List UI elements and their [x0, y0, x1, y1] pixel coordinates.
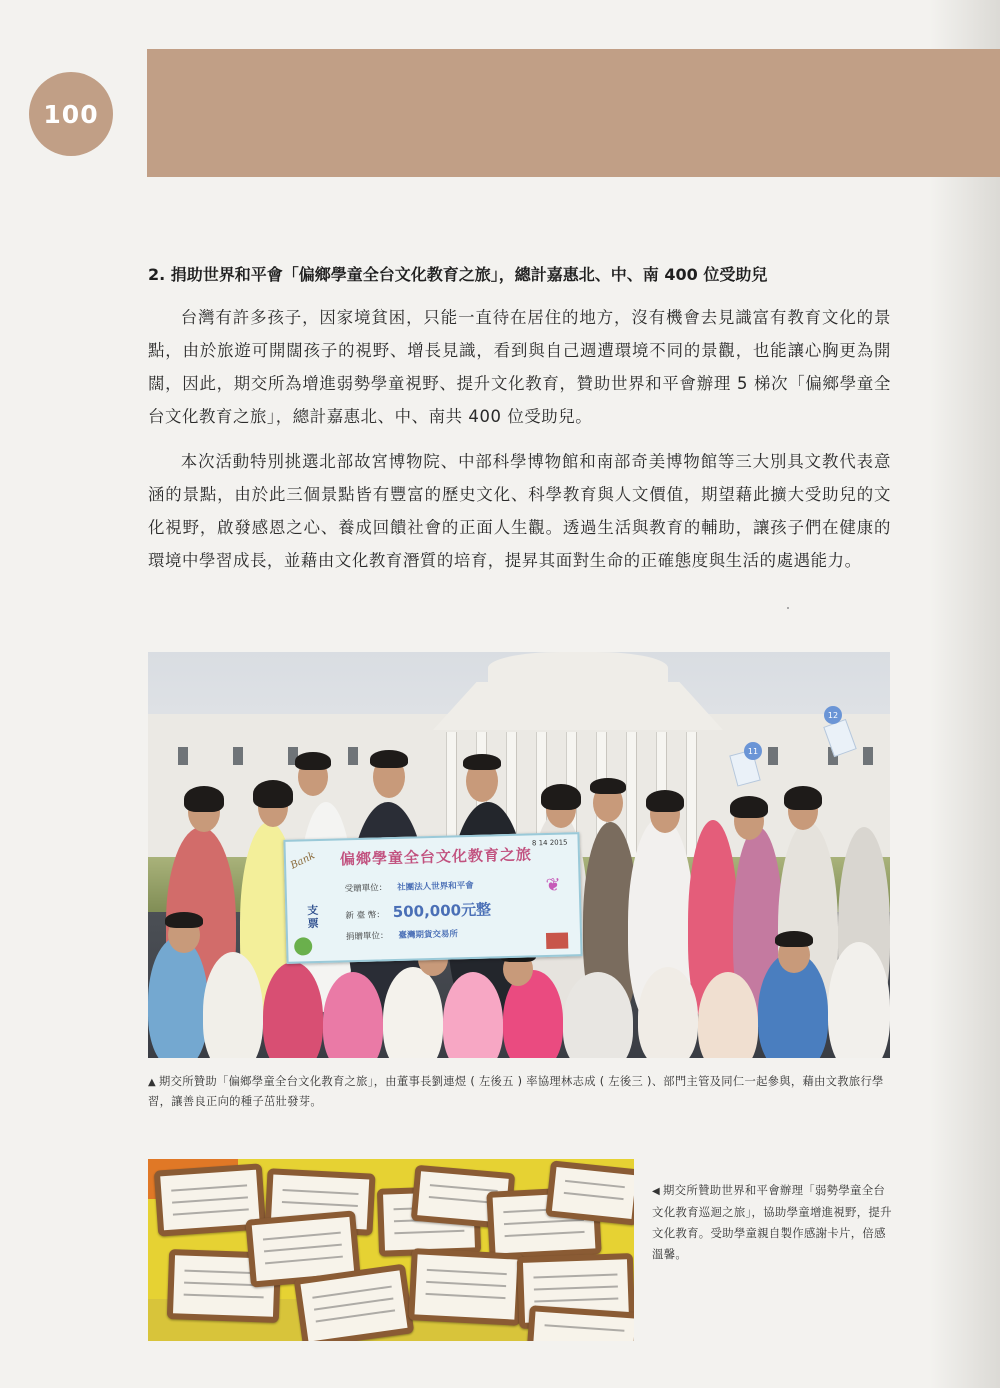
butterfly-icon: ❦ [545, 874, 561, 897]
cheque-donor-row [346, 927, 458, 942]
hair [775, 931, 813, 947]
window [178, 747, 188, 765]
donation-cheque [283, 832, 582, 964]
house-icon [546, 932, 568, 949]
speck [787, 607, 789, 609]
flag-number: 11 [744, 742, 762, 760]
thank-you-cards-photo [148, 1159, 634, 1341]
page-number-badge [29, 72, 113, 156]
triangle-left-icon: ◀ [652, 1186, 660, 1197]
group-photo [148, 652, 890, 1058]
cheque-amount: 500,000元整 [392, 900, 492, 922]
cheque-bank-label: Bank [288, 850, 317, 872]
cheque-recipient-label: 受贈單位： [344, 883, 388, 895]
section-heading: 2. 捐助世界和平會「偏鄉學童全台文化教育之旅」，總計嘉惠北、中、南 400 位受助兒 [148, 265, 768, 284]
cheque-title: 偏鄉學童全台文化教育之旅 [339, 845, 533, 869]
museum-dome [488, 652, 668, 692]
cheque-donor-label: 捐贈單位： [345, 931, 389, 943]
body-paragraph-2: 本次活動特別挑選北部故宮博物院、中部科學博物館和南部奇美博物館等三大別具文教代表意涵的景點，由於此三個景點皆有豐富的歷史文化、科學教育與人文價值，期望藉此擴大受助兒的文化視野，啟發感恩之心、養成回饋社會的正面人生觀。透過生活與教育的輔助，讓孩子們在健康的環境中學習成長，並藉由文化教育潛質的培育，提昇其面對生命的正確態度與生活的處遇能力。 [148, 452, 891, 570]
cheque-recipient-row [345, 879, 474, 894]
triangle-up-icon: ▲ [148, 1077, 156, 1088]
window [348, 747, 358, 765]
hair [253, 780, 293, 808]
cheque-kind-label: 支票 [307, 904, 319, 931]
tree-icon [294, 937, 312, 955]
child [148, 937, 208, 1058]
hair [184, 786, 224, 812]
hair [784, 786, 822, 810]
cheque-recipient: 社團法人世界和平會 [397, 880, 474, 893]
hair [463, 754, 501, 770]
photo-caption-1 [148, 1072, 893, 1111]
hair [370, 750, 408, 768]
photo-caption-1-text: 期交所贊助「偏鄉學童全台文化教育之旅」，由董事長劉連煜 ( 左後五 ) 率協理林志成 ( 左後三 )、部門主管及同仁一起參與，藉由文教旅行學習，讓善良正向的種子茁壯發芽。 [148, 1075, 884, 1108]
photo-caption-2 [652, 1180, 892, 1265]
page-number: 100 [43, 99, 99, 129]
cheque-amount-row [345, 898, 491, 923]
thank-you-card [545, 1160, 634, 1225]
hair [646, 790, 684, 812]
cheque-date: 8 14 2015 [531, 838, 568, 848]
window [768, 747, 778, 765]
header-band [147, 49, 1000, 177]
cheque-donor: 臺灣期貨交易所 [398, 929, 459, 941]
child [638, 967, 698, 1058]
body-paragraph-1: 台灣有許多孩子，因家境貧困，只能一直待在居住的地方，沒有機會去見識富有教育文化的景點，由於旅遊可開闊孩子的視野、增長見識，看到與自己週遭環境不同的景觀，也能讓心胸更為開闊，因此，期交所為增進弱勢學童視野、提升文化教育，贊助世界和平會辦理 5 梯次「偏鄉學童全台文化教育之旅」，總計嘉惠北、中、南共 400 位受助兒。 [148, 308, 891, 426]
cheque-amount-label: 新 臺 幣： [345, 910, 385, 922]
hair [590, 778, 626, 794]
hair [295, 752, 331, 770]
photo-caption-2-text: 期交所贊助世界和平會辦理「弱勢學童全台文化教育巡迴之旅」，協助學童增進視野，提升文化教育。受助學童親自製作感謝卡片，倍感溫馨。 [652, 1183, 892, 1261]
thank-you-card [408, 1248, 524, 1326]
hair [730, 796, 768, 818]
page-edge-shadow [930, 0, 1000, 1388]
flag-number: 12 [824, 706, 842, 724]
hair [541, 784, 581, 810]
window [863, 747, 873, 765]
hair [165, 912, 203, 928]
thank-you-card [526, 1305, 634, 1341]
window [233, 747, 243, 765]
